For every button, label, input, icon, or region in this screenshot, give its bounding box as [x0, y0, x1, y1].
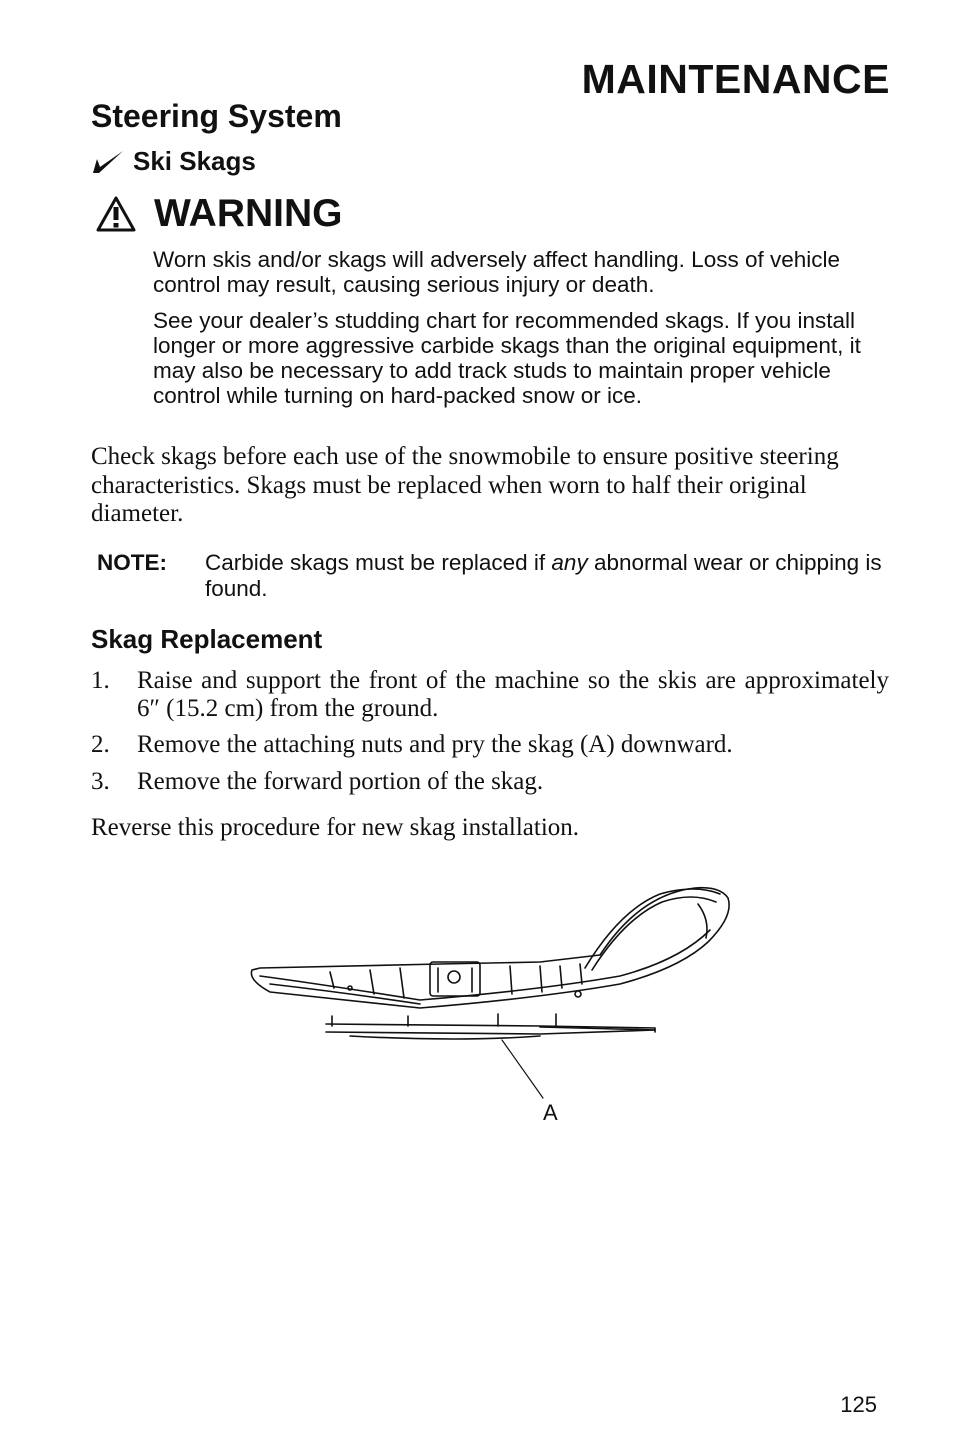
- warning-title: WARNING: [154, 192, 343, 235]
- warning-heading: [96, 192, 343, 236]
- section-title: Steering System: [91, 98, 342, 134]
- note-label: NOTE:: [97, 550, 167, 575]
- warning-paragraph: Worn skis and/or skags will adversely affect handling. Loss of vehicle control may result, causing serious injury or death.: [153, 247, 841, 297]
- chapter-title: MAINTENANCE: [581, 56, 890, 102]
- step-text: Remove the forward portion of the skag.: [137, 768, 544, 795]
- note-text-after: abnormal wear or chipping is found.: [205, 550, 882, 601]
- step-number: 3.: [91, 768, 110, 795]
- warning-triangle-icon: [96, 196, 136, 232]
- callout-label-a: A: [543, 1100, 558, 1125]
- page-number: 125: [840, 1392, 877, 1417]
- note-text-before: Carbide skags must be replaced if: [205, 550, 552, 575]
- closing-paragraph: Reverse this procedure for new skag installation.: [91, 814, 580, 841]
- note-emphasis: any: [551, 550, 588, 575]
- subsection-title: [91, 146, 256, 177]
- step-number: 1.: [91, 667, 110, 694]
- subsection-label: Ski Skags: [133, 146, 256, 176]
- note-text: [205, 550, 885, 602]
- checkmark-icon: [91, 149, 125, 175]
- step-text: Remove the attaching nuts and pry the skag (A) downward.: [137, 731, 733, 758]
- warning-paragraph: See your dealer’s studding chart for recommended skags. If you install longer or more aggressive carbide skags than the original equipment, it may also be necessary to add track studs to maintain proper vehicle control while turning on hard-packed snow or ice.: [153, 308, 861, 408]
- step-text: Raise and support the front of the machine so the skis are approximately 6″ (15.2 cm) from the ground.: [137, 667, 889, 722]
- ski-skag-illustration: [240, 880, 740, 1130]
- step-number: 2.: [91, 731, 110, 758]
- intro-paragraph: Check skags before each use of the snowmobile to ensure positive steering characteristics. Skags must be replaced when worn to half their original diameter.: [91, 443, 839, 527]
- skag-replacement-title: Skag Replacement: [91, 624, 323, 654]
